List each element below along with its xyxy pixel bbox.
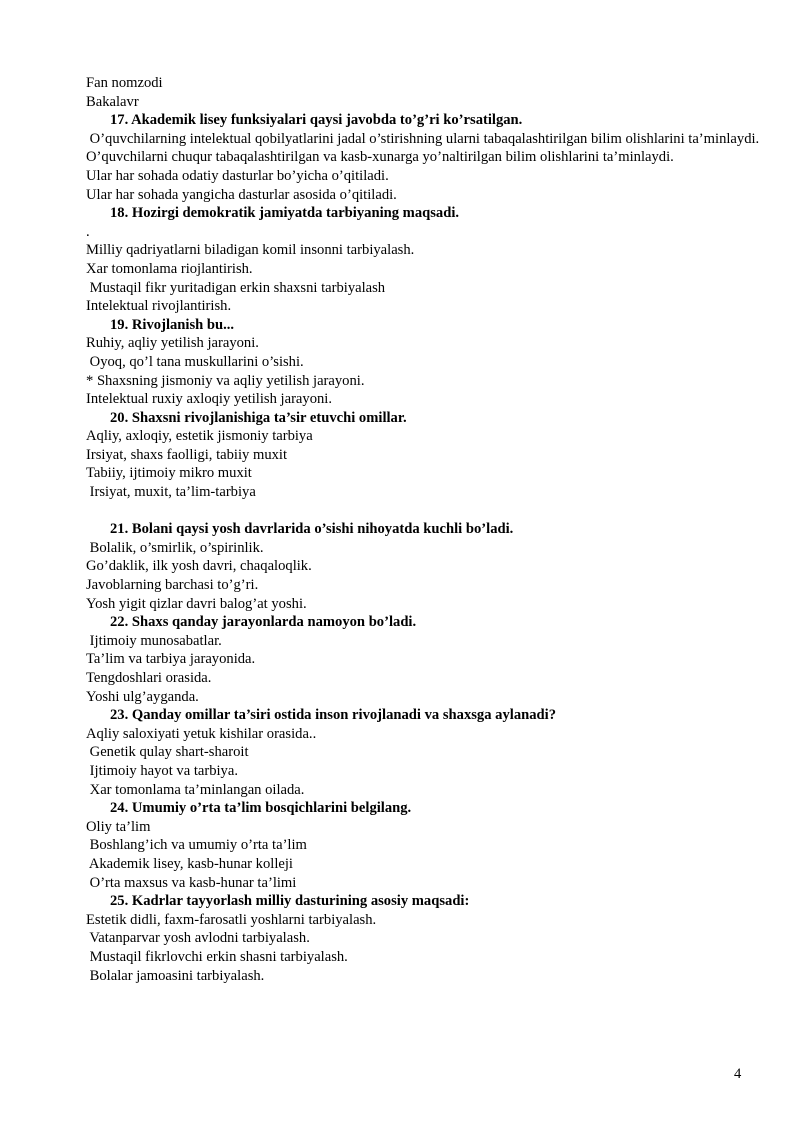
answer-option: Oyoq, qo’l tana muskullarini o’sishi.	[86, 353, 304, 370]
question-19-heading: 19. Rivojlanish bu...	[110, 316, 235, 333]
answer-option: Ular har sohada odatiy dasturlar bo’yicha o’qitiladi.	[86, 167, 389, 184]
answer-option: Boshlang’ich va umumiy o’rta ta’lim	[86, 837, 307, 854]
answer-option: Estetik didli, faxm-farosatli yoshlarni tarbiyalash.	[86, 911, 377, 928]
answer-option: Genetik qulay shart-sharoit	[86, 744, 249, 761]
answer-option: Irsiyat, muxit, ta’lim-tarbiya	[86, 484, 256, 501]
stray-period: .	[86, 223, 90, 240]
answer-option: Akademik lisey, kasb-hunar kolleji	[86, 855, 293, 872]
answer-option: Xar tomonlama riojlantirish.	[86, 260, 253, 277]
answer-option: Milliy qadriyatlarni biladigan komil insonni tarbiyalash.	[86, 242, 415, 259]
answer-option: Ta’lim va tarbiya jarayonida.	[86, 651, 256, 668]
answer-option: Irsiyat, shaxs faolligi, tabiiy muxit	[86, 446, 288, 463]
answer-option: Oliy ta’lim	[86, 818, 151, 835]
answer-option: Yoshi ulg’ayganda.	[86, 688, 199, 705]
answer-option: Go’daklik, ilk yosh davri, chaqaloqlik.	[86, 558, 312, 575]
answer-option: Ruhiy, aqliy yetilish jarayoni.	[86, 335, 259, 352]
page-number: 4	[734, 1066, 742, 1082]
question-24-heading: 24. Umumiy o’rta ta’lim bosqichlarini belgilang.	[110, 800, 412, 817]
answer-option: Intelektual ruxiy axloqiy yetilish jarayoni.	[86, 391, 333, 408]
answer-option: * Shaxsning jismoniy va aqliy yetilish jarayoni.	[86, 372, 365, 389]
answer-option: O’quvchilarning intelektual qobilyatlarini jadal o’stirishning ularni tabaqalashtirilgan bilim olishlarini ta’minlaydi.	[86, 130, 760, 147]
question-20-heading: 20. Shaxsni rivojlanishiga ta’sir etuvchi omillar.	[110, 409, 407, 426]
question-17-heading: 17. Akademik lisey funksiyalari qaysi javobda to’g’ri ko’rsatilgan.	[110, 112, 523, 129]
answer-option: Aqliy saloxiyati yetuk kishilar orasida..	[86, 725, 317, 742]
answer-option: Aqliy, axloqiy, estetik jismoniy tarbiya	[86, 428, 313, 445]
answer-option: Mustaqil fikr yuritadigan erkin shaxsni tarbiyalash	[86, 279, 386, 296]
question-18-heading: 18. Hozirgi demokratik jamiyatda tarbiyaning maqsadi.	[110, 205, 460, 222]
answer-option: Vatanparvar yosh avlodni tarbiyalash.	[86, 930, 310, 947]
answer-option: Tengdoshlari orasida.	[86, 670, 212, 686]
answer-option: Bakalavr	[86, 93, 139, 110]
blank-line	[86, 502, 766, 521]
answer-option: Intelektual rivojlantirish.	[86, 298, 232, 315]
question-23-heading: 23. Qanday omillar ta’siri ostida inson rivojlanadi va shaxsga aylanadi?	[110, 707, 556, 724]
answer-option: Fan nomzodi	[86, 75, 163, 91]
answer-option: Mustaqil fikrlovchi erkin shasni tarbiyalash.	[86, 948, 348, 965]
answer-option: Bolalik, o’smirlik, o’spirinlik.	[86, 539, 264, 556]
answer-option: O’rta maxsus va kasb-hunar ta’limi	[86, 874, 297, 891]
answer-option: Ijtimoiy munosabatlar.	[86, 632, 222, 649]
answer-option: Ular har sohada yangicha dasturlar asosida o’qitiladi.	[86, 186, 397, 203]
answer-option: Bolalar jamoasini tarbiyalash.	[86, 967, 265, 984]
question-25-heading: 25. Kadrlar tayyorlash milliy dasturining asosiy maqsadi:	[110, 893, 470, 910]
answer-option: Tabiiy, ijtimoiy mikro muxit	[86, 465, 252, 482]
answer-option: Yosh yigit qizlar davri balog’at yoshi.	[86, 595, 307, 612]
document-body	[86, 74, 766, 985]
answer-option: O’quvchilarni chuqur tabaqalashtirilgan va kasb-xunarga yo’naltirilgan bilim olishlarini ta’minlaydi.	[86, 149, 674, 166]
question-22-heading: 22. Shaxs qanday jarayonlarda namoyon bo’ladi.	[110, 614, 417, 631]
question-21-heading: 21. Bolani qaysi yosh davrlarida o’sishi nihoyatda kuchli bo’ladi.	[110, 521, 514, 538]
answer-option: Xar tomonlama ta’minlangan oilada.	[86, 781, 305, 798]
answer-option: Ijtimoiy hayot va tarbiya.	[86, 762, 238, 779]
answer-option: Javoblarning barchasi to’g’ri.	[86, 577, 259, 594]
